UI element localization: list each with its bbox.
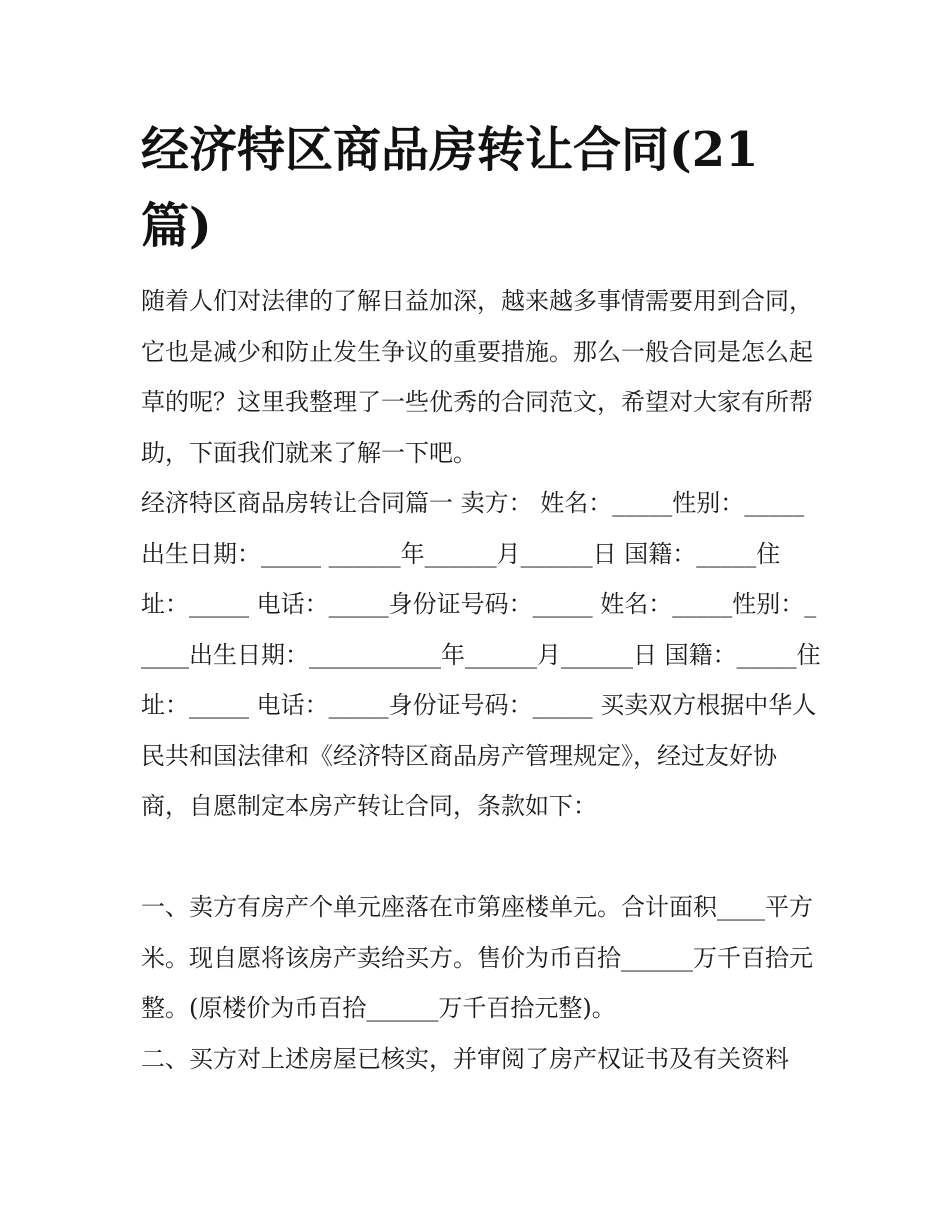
intro-paragraph: 随着人们对法律的了解日益加深，越来越多事情需要用到合同，它也是减少和防止发生争议的重要措施。那么一般合同是怎么起草的呢？这里我整理了一些优秀的合同范文，希望对大家有所帮助，下面我们就来了解一下吧。: [141, 287, 813, 467]
contract-parties-paragraph: 经济特区商品房转让合同篇一 卖方： 姓名：_____性别：_____出生日期：_____ ______年______月______日 国籍：_____住址：_____ 电话：_____身份证号码：_____ 姓名：_____性别：_____出生日期：___________年______月______日 国籍：_____住址：_____ 电话：_____身份证号码：_____ 买卖双方根据中华人民共和国法律和《经济特区商品房产管理规定》，经过友好协商，自愿制定本房产转让合同，条款如下：: [141, 489, 821, 820]
clause-two-paragraph: 二、买方对上述房屋已核实，并审阅了房产权证书及有关资料: [141, 1045, 789, 1073]
document-title: 经济特区商品房转让合同(21篇): [141, 122, 759, 254]
clause-one-paragraph: 一、卖方有房产个单元座落在市第座楼单元。合计面积____平方米。现自愿将该房产卖给买方。售价为币百拾______万千百拾元整。(原楼价为币百拾______万千百拾元整)。: [141, 893, 813, 1022]
